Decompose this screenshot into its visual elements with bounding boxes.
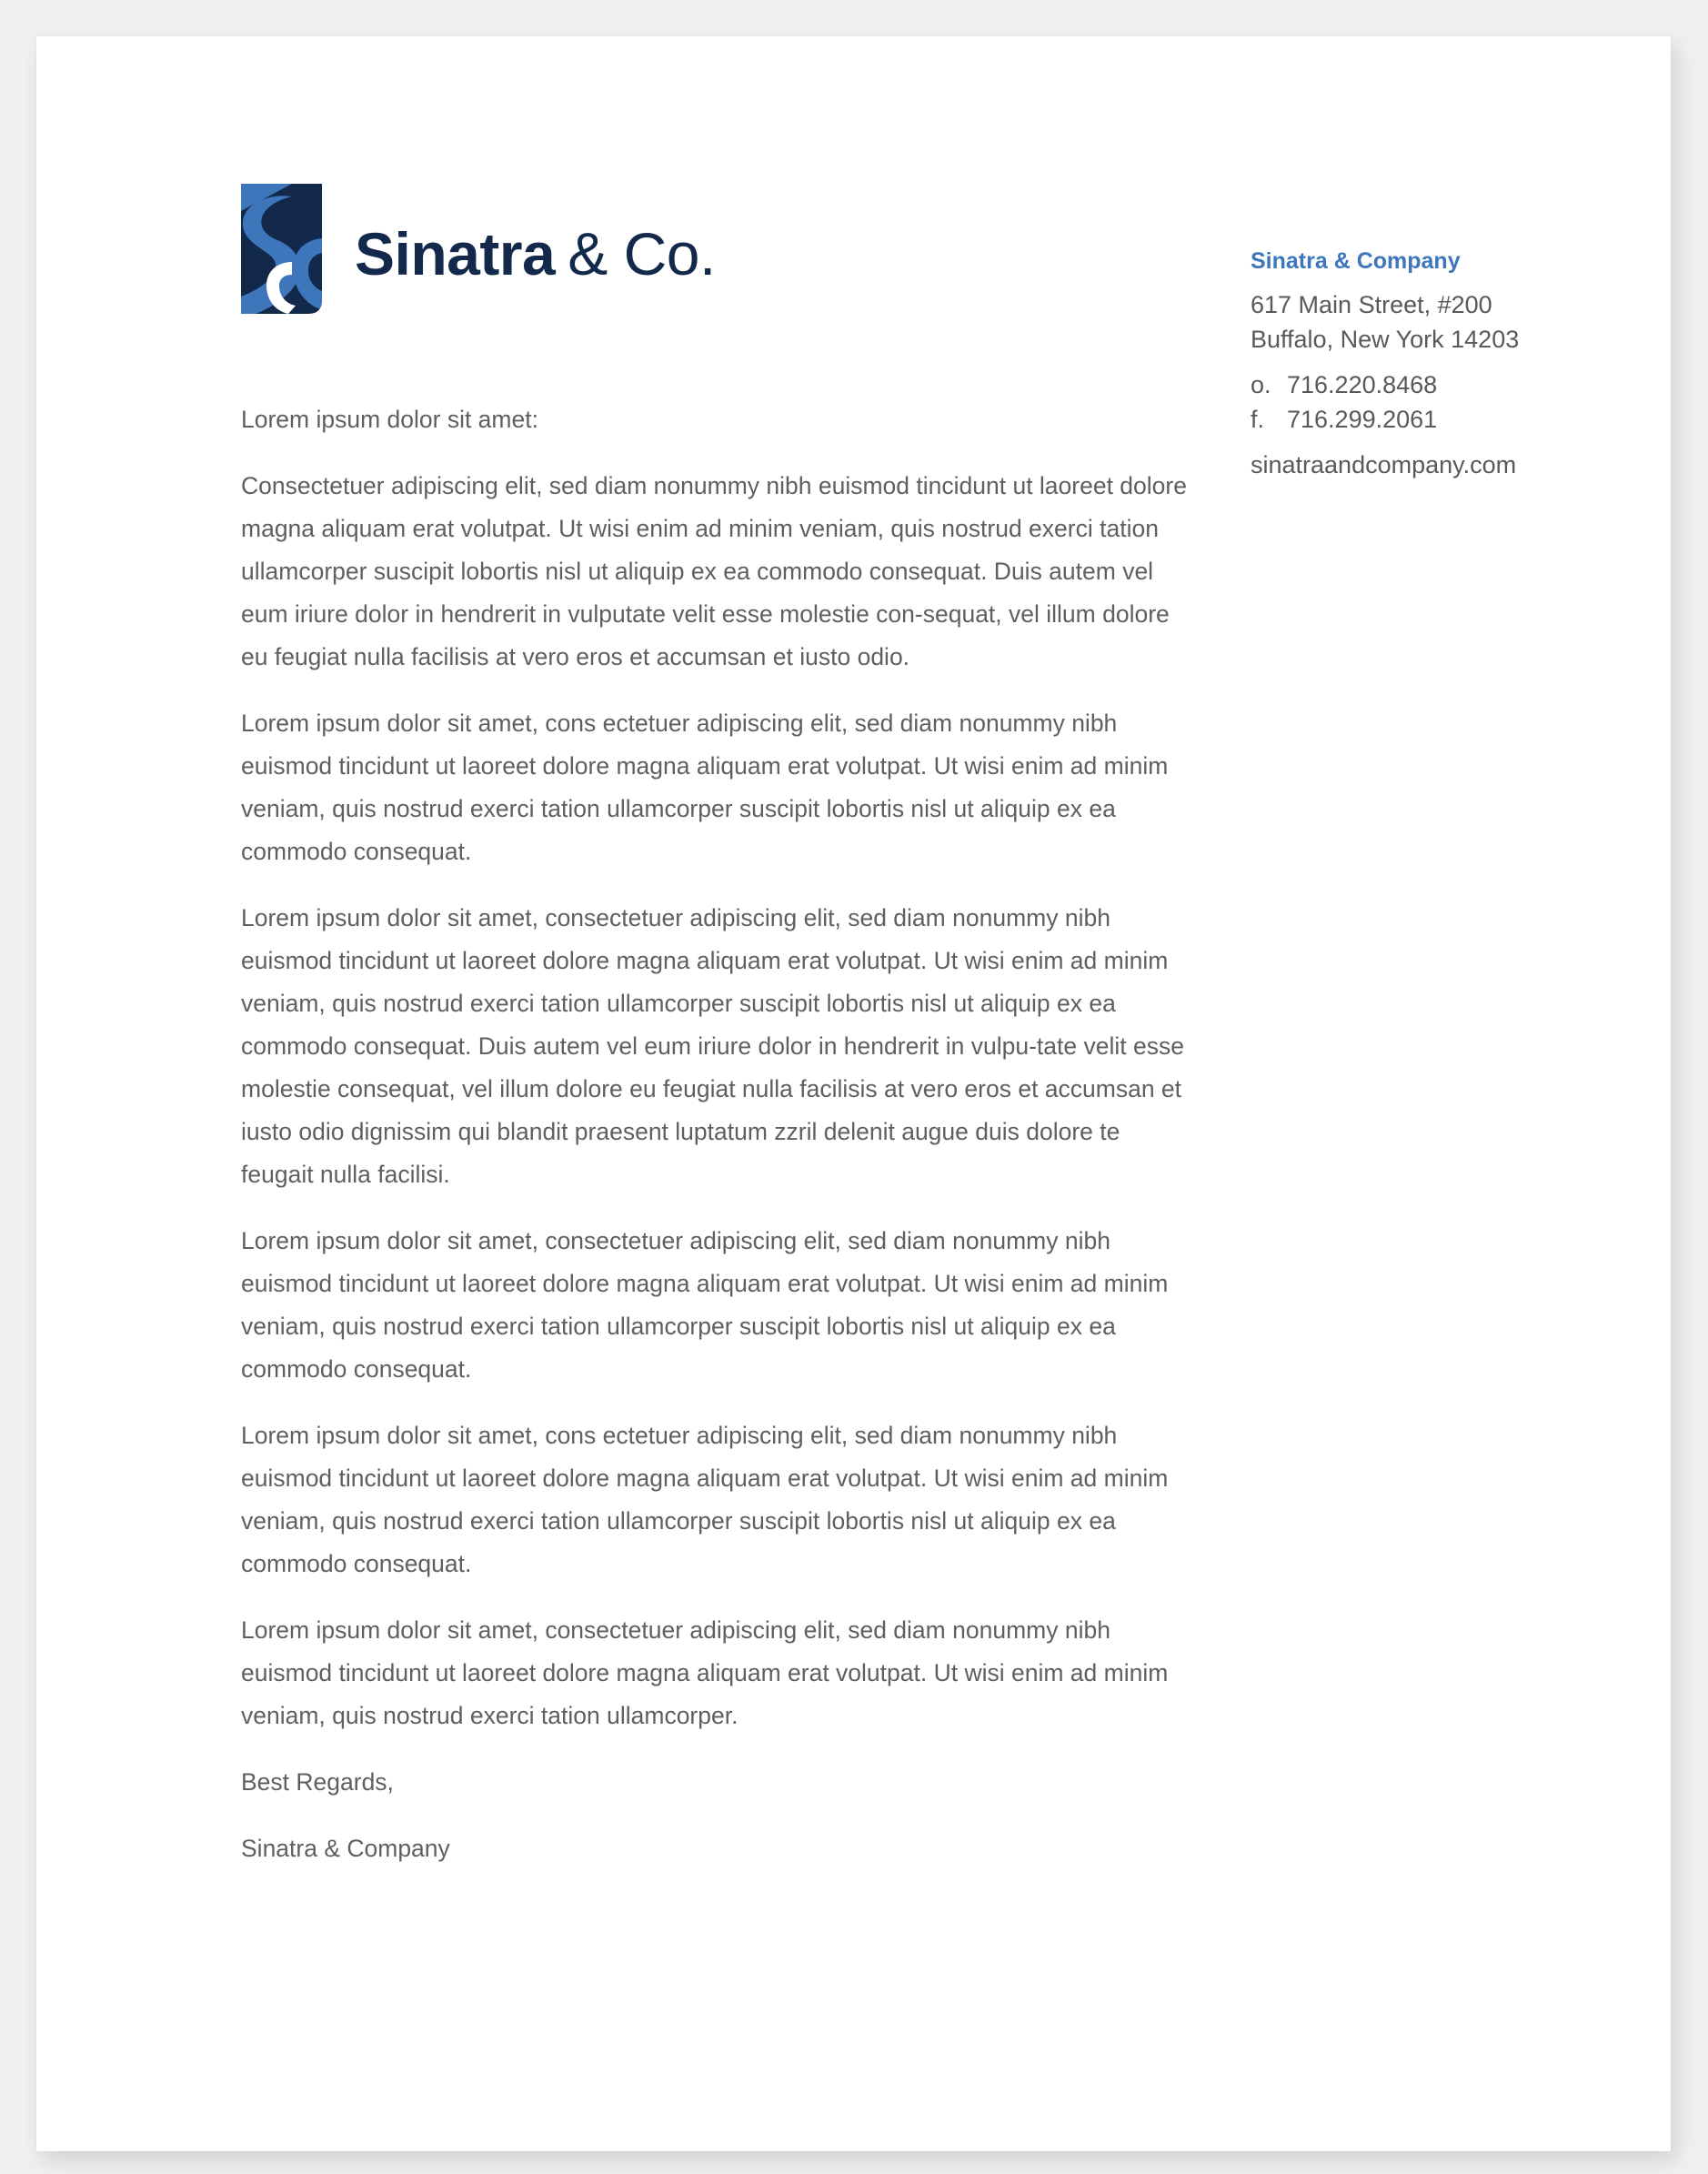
- letter-salutation: Lorem ipsum dolor sit amet:: [241, 406, 538, 433]
- office-phone-prefix: o.: [1251, 371, 1271, 398]
- office-phone-row: [1251, 367, 1651, 402]
- letter-paragraph: Lorem ipsum dolor sit amet, cons ectetuer adipiscing elit, sed diam nonummy nibh euismod tincidunt ut laoreet dolore magna aliquam erat volutpat. Ut wisi enim ad minim veniam, quis nostrud exerci tation ullamcorper suscipit lobortis nisl ut aliquip ex ea commodo consequat.: [241, 1422, 1169, 1577]
- logo-wordmark-bold: Sinatra: [355, 219, 556, 287]
- letter-paragraph: Lorem ipsum dolor sit amet, cons ectetuer adipiscing elit, sed diam nonummy nibh euismod tincidunt ut laoreet dolore magna aliquam erat volutpat. Ut wisi enim ad minim veniam, quis nostrud exerci tation ullamcorper suscipit lobortis nisl ut aliquip ex ea commodo consequat.: [241, 710, 1169, 865]
- contact-block: [1251, 244, 1651, 482]
- fax-phone-row: [1251, 402, 1651, 437]
- logo-wordmark-light: & Co.: [568, 219, 716, 287]
- letter-paragraph: Consectetuer adipiscing elit, sed diam nonummy nibh euismod tincidunt ut laoreet dolore magna aliquam erat volutpat. Ut wisi enim ad minim veniam, quis nostrud exerci tation ullamcorper suscipit lobortis nisl ut aliquip ex ea commodo consequat. Duis autem vel eum iriure dolor in hendrerit in vulputate velit esse molestie con-sequat, vel illum dolore eu feugiat nulla facilisis at vero eros et accumsan et iusto odio.: [241, 472, 1187, 670]
- office-phone: 716.220.8468: [1287, 371, 1438, 398]
- contact-address: [1251, 287, 1651, 357]
- fax-phone: 716.299.2061: [1287, 406, 1438, 433]
- letter-paragraph: Lorem ipsum dolor sit amet, consectetuer adipiscing elit, sed diam nonummy nibh euismod tincidunt ut laoreet dolore magna aliquam erat volutpat. Ut wisi enim ad minim veniam, quis nostrud exerci tation ullamcorper.: [241, 1616, 1169, 1729]
- letterhead-page: [36, 36, 1671, 2151]
- contact-website: sinatraandcompany.com: [1251, 451, 1517, 478]
- letter-paragraph: Lorem ipsum dolor sit amet, consectetuer adipiscing elit, sed diam nonummy nibh euismod tincidunt ut laoreet dolore magna aliquam erat volutpat. Ut wisi enim ad minim veniam, quis nostrud exerci tation ullamcorper suscipit lobortis nisl ut aliquip ex ea commodo consequat. Duis autem vel eum iriure dolor in hendrerit in vulpu-tate velit esse molestie consequat, vel illum dolore eu feugiat nulla facilisis at vero eros et accumsan et iusto odio dignissim qui blandit praesent luptatum zzril delenit augue duis dolore te feugait nulla facilisi.: [241, 904, 1184, 1188]
- contact-phones: [1251, 367, 1651, 437]
- logo-wordmark: [355, 219, 716, 288]
- letter-signature: Sinatra & Company: [241, 1835, 450, 1862]
- fax-phone-prefix: f.: [1251, 406, 1265, 433]
- contact-company-name: Sinatra & Company: [1251, 248, 1461, 274]
- address-line-1: 617 Main Street, #200: [1251, 291, 1492, 318]
- letter-body: [241, 398, 1187, 1894]
- letter-paragraph: Lorem ipsum dolor sit amet, consectetuer adipiscing elit, sed diam nonummy nibh euismod tincidunt ut laoreet dolore magna aliquam erat volutpat. Ut wisi enim ad minim veniam, quis nostrud exerci tation ullamcorper suscipit lobortis nisl ut aliquip ex ea commodo consequat.: [241, 1227, 1169, 1383]
- sc-monogram-icon: [241, 184, 322, 314]
- letter-closing: Best Regards,: [241, 1768, 394, 1796]
- company-logo: [241, 184, 716, 314]
- address-line-2: Buffalo, New York 14203: [1251, 326, 1520, 353]
